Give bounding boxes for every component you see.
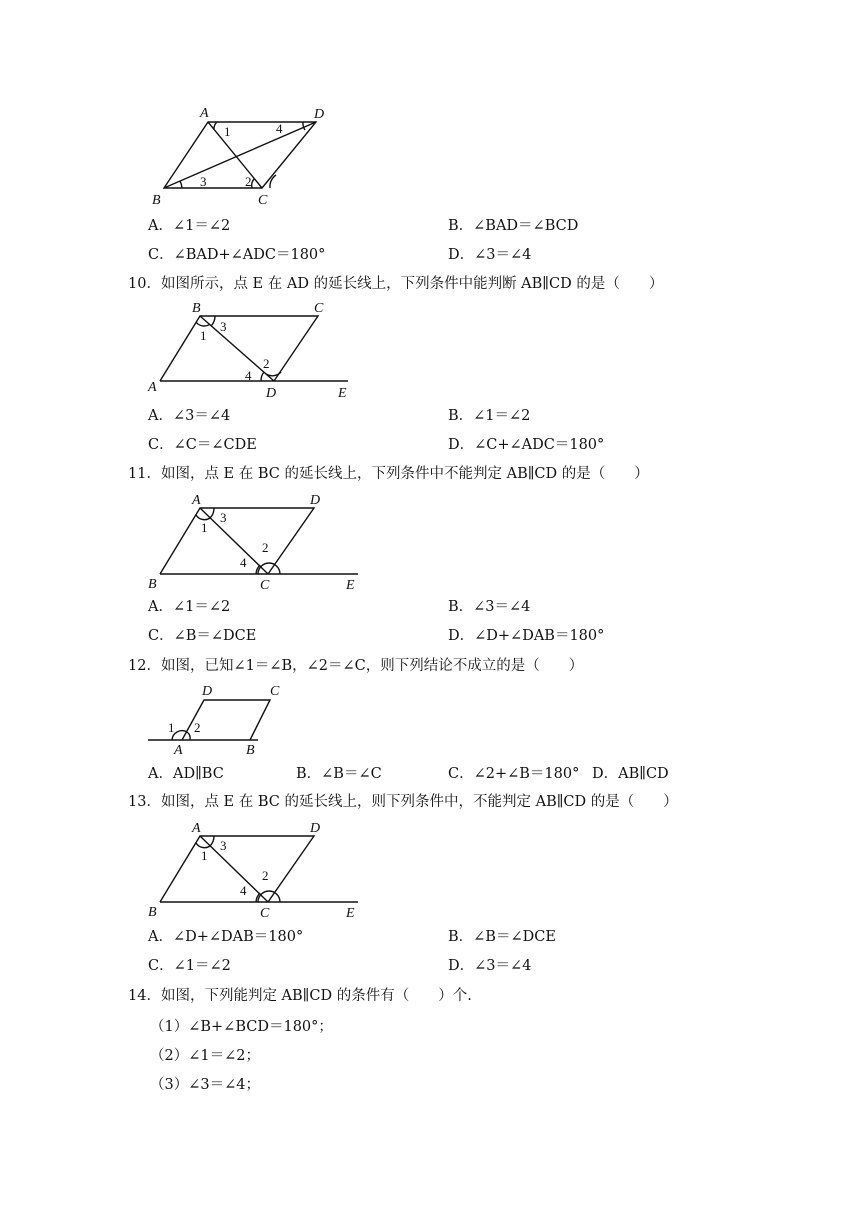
q10-stem: 10．如图所示，点 E 在 AD 的延长线上，下列条件中能判断 AB∥CD 的是（ ） (128, 276, 664, 292)
q12-option-b[interactable]: B．∠B＝∠C (296, 766, 382, 782)
q10-parallelogram-sides (160, 316, 318, 381)
q13-label-C: C (260, 906, 270, 921)
q11-label-B: B (148, 577, 157, 592)
q12-option-d[interactable]: D．AB∥CD (592, 766, 669, 782)
q11-label-D: D (310, 493, 321, 508)
q12-angle-2: 2 (194, 720, 201, 735)
q10-angle-4: 4 (245, 368, 252, 383)
q9-arc-3 (180, 181, 182, 188)
q14-condition-2: （2）∠1＝∠2； (150, 1048, 260, 1064)
q14-condition-1: （1）∠B+∠BCD＝180°； (150, 1019, 333, 1035)
q11-angle-1: 1 (201, 520, 208, 535)
q11-angle-4: 4 (240, 555, 247, 570)
q9-arc-2 (252, 179, 254, 188)
q10-angle-3: 3 (220, 319, 227, 334)
q9-figure (140, 100, 370, 210)
q9-option-d[interactable]: D．∠3＝∠4 (448, 247, 532, 263)
q13-angle-4: 4 (240, 883, 247, 898)
q10-arc-4 (261, 372, 264, 381)
q13-angle-3: 3 (220, 838, 227, 853)
q12-label-A: A (174, 743, 183, 758)
q10-label-A: A (148, 380, 157, 395)
q9-option-c[interactable]: C．∠BAD+∠ADC＝180° (148, 247, 326, 263)
q13-label-E: E (346, 906, 355, 921)
q13-label-D: D (310, 821, 321, 836)
q9-option-b[interactable]: B．∠BAD＝∠BCD (448, 218, 579, 234)
q9-label-D: D (314, 107, 325, 122)
q11-angle-2: 2 (262, 540, 269, 555)
q9-arc-4 (303, 122, 305, 130)
q13-option-b[interactable]: B．∠B＝∠DCE (448, 929, 556, 945)
q9-angle-3: 3 (200, 174, 207, 189)
q11-option-a[interactable]: A．∠1＝∠2 (148, 599, 231, 615)
q11-parallelogram-sides (160, 508, 314, 574)
q13-angle-2: 2 (262, 868, 269, 883)
q13-option-d[interactable]: D．∠3＝∠4 (448, 958, 532, 974)
q12-figure (140, 680, 300, 760)
q13-label-A: A (192, 821, 201, 836)
q11-figure (140, 488, 370, 592)
q12-option-c[interactable]: C．∠2+∠B＝180° (448, 766, 580, 782)
q10-label-E: E (338, 386, 347, 401)
q13-option-a[interactable]: A．∠D+∠DAB＝180° (148, 929, 304, 945)
q12-label-B: B (246, 743, 255, 758)
q9-label-A: A (200, 106, 209, 121)
q9-angle-2: 2 (245, 174, 252, 189)
q11-option-d[interactable]: D．∠D+∠DAB＝180° (448, 628, 605, 644)
q13-angle-1: 1 (201, 848, 208, 863)
q14-condition-3: （3）∠3＝∠4； (150, 1077, 260, 1093)
q10-figure (140, 298, 370, 400)
q13-parallelogram-sides (160, 836, 314, 902)
q10-angle-1: 1 (200, 328, 207, 343)
q13-figure (140, 816, 370, 920)
q12-label-C: C (270, 684, 280, 699)
q9-label-C: C (258, 193, 268, 208)
q9-label-B: B (152, 193, 161, 208)
q13-option-c[interactable]: C．∠1＝∠2 (148, 958, 231, 974)
q12-stem: 12．如图，已知∠1＝∠B，∠2＝∠C，则下列结论不成立的是（ ） (128, 658, 584, 674)
q9-arc-1 (214, 122, 217, 129)
q10-option-d[interactable]: D．∠C+∠ADC＝180° (448, 437, 605, 453)
q9-diagonal-ac (208, 122, 262, 188)
q11-option-c[interactable]: C．∠B＝∠DCE (148, 628, 257, 644)
q10-option-c[interactable]: C．∠C＝∠CDE (148, 437, 257, 453)
q11-arc-3 (210, 508, 214, 518)
q10-arc-3 (211, 316, 215, 326)
q9-option-a[interactable]: A．∠1＝∠2 (148, 218, 231, 234)
q10-label-B: B (192, 301, 201, 316)
q9-angle-4: 4 (276, 121, 283, 136)
q11-option-b[interactable]: B．∠3＝∠4 (448, 599, 531, 615)
q14-stem: 14．如图，下列能判定 AB∥CD 的条件有（ ）个. (128, 988, 472, 1004)
q11-label-A: A (192, 493, 201, 508)
q11-label-E: E (346, 578, 355, 593)
q10-angle-2: 2 (263, 356, 270, 371)
q12-arc-2 (187, 732, 190, 740)
q12-label-D: D (202, 684, 213, 699)
q12-angle-1: 1 (168, 720, 175, 735)
q10-label-D: D (266, 386, 277, 401)
q11-angle-3: 3 (220, 510, 227, 525)
q10-option-a[interactable]: A．∠3＝∠4 (148, 408, 231, 424)
q13-arc-3 (210, 836, 214, 846)
q9-angle-1: 1 (224, 124, 231, 139)
q13-label-B: B (148, 905, 157, 920)
q10-label-C: C (314, 301, 324, 316)
q13-stem: 13．如图，点 E 在 BC 的延长线上，则下列条件中，不能判定 AB∥CD 的是（ ） (128, 794, 678, 810)
q10-option-b[interactable]: B．∠1＝∠2 (448, 408, 531, 424)
q11-stem: 11．如图，点 E 在 BC 的延长线上，下列条件中不能判定 AB∥CD 的是（ ） (128, 466, 649, 482)
q11-label-C: C (260, 578, 270, 593)
q12-option-a[interactable]: A．AD∥BC (148, 766, 224, 782)
